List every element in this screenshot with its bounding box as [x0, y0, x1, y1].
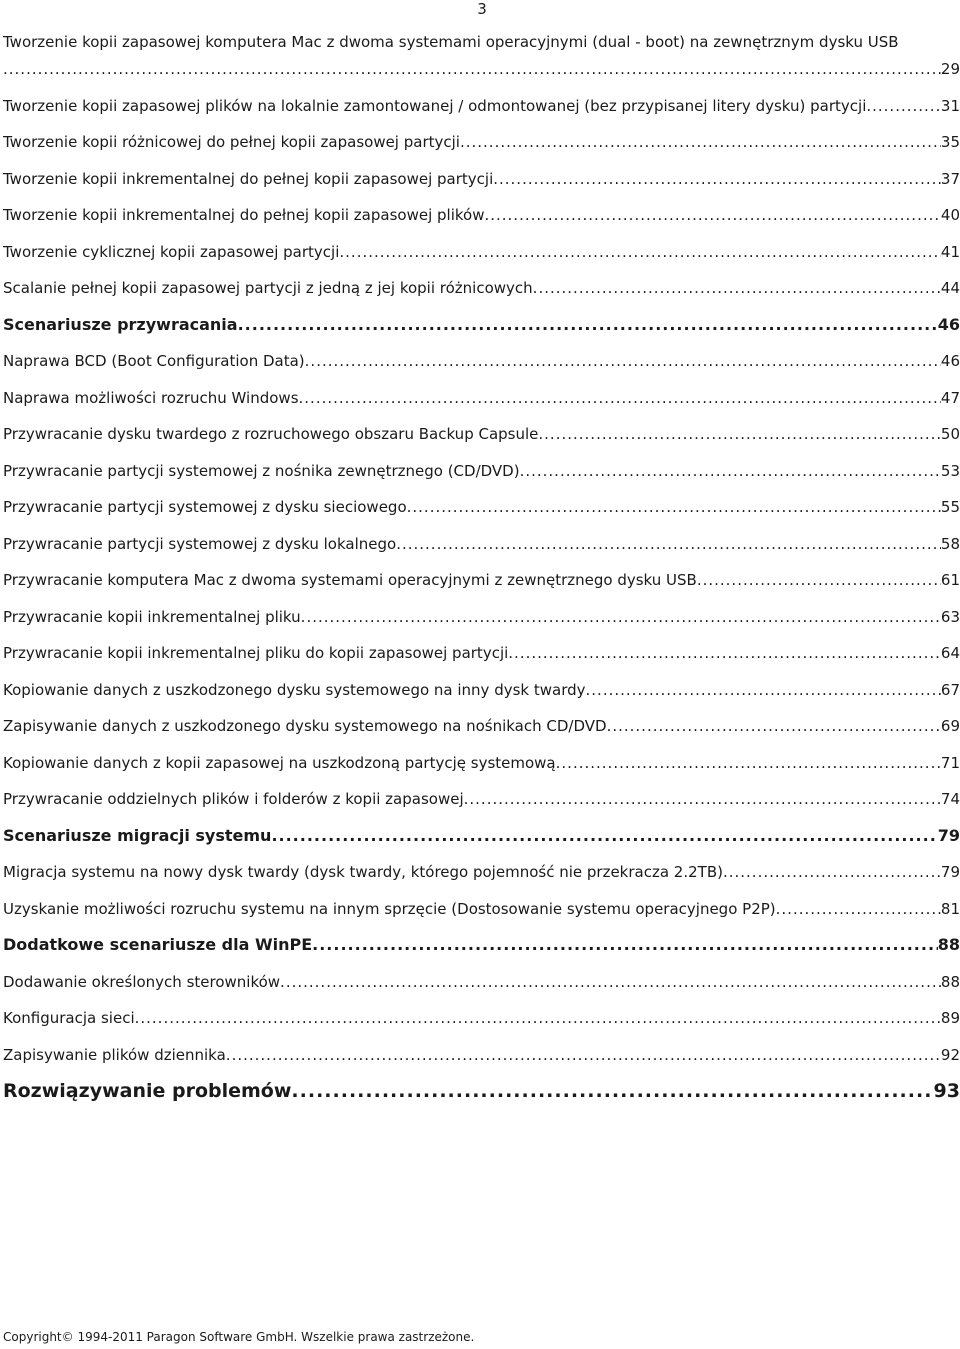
toc-leader-dots: [556, 754, 941, 772]
toc-section-heading[interactable]: [3, 816, 960, 853]
toc-leader-dots: [520, 462, 941, 480]
toc-entry[interactable]: [3, 159, 960, 196]
toc-entry[interactable]: [3, 86, 960, 123]
toc-entry[interactable]: [3, 415, 960, 452]
toc-entry-page: 29: [940, 60, 960, 78]
toc-entry-page: 35: [940, 133, 960, 151]
toc-leader-dots: [299, 389, 941, 407]
toc-entry-page: 37: [940, 169, 960, 188]
toc-entry[interactable]: [3, 999, 960, 1036]
table-of-contents: [3, 30, 960, 1110]
toc-entry-title: Przywracanie kopii inkrementalnej pliku: [3, 607, 301, 626]
toc-leader-dots: [776, 900, 941, 918]
toc-leader-dots: [866, 97, 941, 115]
toc-entry-title: Przywracanie partycji systemowej z nośnika zewnętrznego (CD/DVD): [3, 461, 520, 480]
copyright-footer: Copyright© 1994-2011 Paragon Software GmbH. Wszelkie prawa zastrzeżone.: [3, 1330, 475, 1344]
toc-entry-page: 58: [940, 534, 960, 553]
toc-leader-dots: [280, 973, 941, 991]
toc-entry-page: 69: [940, 717, 960, 735]
toc-entry[interactable]: [3, 342, 960, 379]
toc-leader-dots: [312, 935, 938, 954]
toc-entry-page: 93: [933, 1079, 960, 1102]
toc-leader-dots: [3, 60, 941, 78]
toc-entry[interactable]: [3, 524, 960, 561]
toc-entry-title: Zapisywanie plików dziennika: [3, 1045, 226, 1064]
toc-entry-page: 41: [940, 242, 960, 261]
toc-entry-page: 61: [940, 571, 960, 589]
toc-leader-dots: [301, 608, 941, 626]
toc-entry-title: Tworzenie kopii inkrementalnej do pełnej kopii zapasowej plików: [3, 206, 485, 224]
toc-leader-dots: [464, 790, 941, 808]
toc-entry-page: 50: [940, 425, 960, 443]
toc-entry-page: 79: [937, 825, 960, 845]
toc-entry[interactable]: [3, 634, 960, 671]
toc-entry[interactable]: [3, 269, 960, 306]
toc-entry-page: 74: [940, 790, 960, 808]
toc-leader-dots: [238, 315, 938, 334]
toc-entry-title: Tworzenie kopii zapasowej komputera Mac z dwoma systemami operacyjnymi (dual - boot) na zewnętrznym dysku USB: [3, 33, 899, 51]
toc-entry-title: Migracja systemu na nowy dysk twardy (dysk twardy, którego pojemność nie przekracza 2.2TB): [3, 863, 723, 881]
toc-entry-page: 55: [940, 498, 960, 516]
toc-entry-title: Tworzenie cyklicznej kopii zapasowej partycji: [3, 242, 340, 261]
toc-leader-dots: [305, 352, 941, 370]
toc-leader-dots: [538, 425, 941, 443]
toc-entry-title: Przywracanie dysku twardego z rozruchowego obszaru Backup Capsule: [3, 425, 539, 443]
toc-entry[interactable]: [3, 123, 960, 160]
toc-entry-title: Tworzenie kopii różnicowej do pełnej kopii zapasowej partycji: [3, 133, 460, 151]
toc-leader-dots: [226, 1046, 941, 1064]
toc-entry-title: Naprawa możliwości rozruchu Windows: [3, 388, 299, 407]
toc-entry-page: 89: [940, 1009, 960, 1027]
toc-entry-page: 88: [937, 935, 960, 954]
toc-leader-dots: [291, 1080, 933, 1102]
toc-entry-page: 71: [940, 753, 960, 772]
toc-entry-title: Dodatkowe scenariusze dla WinPE: [3, 935, 313, 954]
toc-leader-dots: [396, 535, 941, 553]
toc-entry-title: Kopiowanie danych z uszkodzonego dysku systemowego na inny dysk twardy: [3, 680, 586, 699]
toc-entry[interactable]: [3, 962, 960, 999]
toc-entry-title: Zapisywanie danych z uszkodzonego dysku systemowego na nośnikach CD/DVD: [3, 717, 607, 735]
toc-leader-dots: [723, 863, 941, 881]
toc-entry[interactable]: [3, 561, 960, 598]
toc-entry-page: 79: [940, 863, 960, 881]
toc-entry-page: 46: [937, 314, 960, 334]
toc-entry-title: Przywracanie komputera Mac z dwoma systemami operacyjnymi z zewnętrznego dysku USB: [3, 571, 697, 589]
toc-entry-title: Konfiguracja sieci: [3, 1009, 135, 1027]
toc-entry[interactable]: [3, 743, 960, 780]
toc-leader-dots: [493, 170, 941, 188]
toc-entry-title: Dodawanie określonych sterowników: [3, 972, 281, 991]
toc-entry-title: Naprawa BCD (Boot Configuration Data): [3, 352, 305, 370]
toc-entry-page: 63: [940, 607, 960, 626]
toc-entry-page: 88: [940, 972, 960, 991]
toc-entry-title: Przywracanie oddzielnych plików i folderów z kopii zapasowej: [3, 790, 464, 808]
toc-leader-dots: [586, 681, 941, 699]
toc-entry-page: 40: [940, 206, 960, 224]
toc-entry-title: Przywracanie kopii inkrementalnej pliku do kopii zapasowej partycji: [3, 644, 509, 662]
toc-entry-page: 67: [940, 680, 960, 699]
toc-chapter-heading[interactable]: [3, 1072, 960, 1110]
toc-entry-page: 64: [940, 644, 960, 662]
toc-entry[interactable]: [3, 889, 960, 926]
toc-entry-title: Uzyskanie możliwości rozruchu systemu na innym sprzęcie (Dostosowanie systemu operacyjnego P2P): [3, 899, 776, 918]
toc-entry-title: Przywracanie partycji systemowej z dysku lokalnego: [3, 534, 397, 553]
page-number: 3: [477, 0, 487, 18]
toc-entry-page: 81: [940, 899, 960, 918]
toc-leader-dots: [460, 133, 941, 151]
toc-entry[interactable]: [3, 853, 960, 890]
toc-leader-dots: [484, 206, 940, 224]
toc-entry[interactable]: [3, 707, 960, 744]
toc-leader-dots: [271, 826, 937, 845]
toc-entry-title: Rozwiązywanie problemów: [3, 1079, 292, 1102]
toc-section-heading[interactable]: [3, 305, 960, 342]
toc-entry-page: 92: [940, 1045, 960, 1064]
toc-entry-title: Tworzenie kopii zapasowej plików na lokalnie zamontowanej / odmontowanej (bez przypisanej litery dysku) partycji: [3, 96, 867, 115]
toc-leader-dots: [697, 571, 941, 589]
toc-leader-dots: [407, 498, 941, 516]
toc-entry-title: Tworzenie kopii inkrementalnej do pełnej kopii zapasowej partycji: [3, 169, 494, 188]
toc-entry[interactable]: [3, 30, 960, 86]
toc-entry-page: 53: [940, 461, 960, 480]
toc-entry-page: 46: [940, 352, 960, 370]
toc-entry[interactable]: [3, 232, 960, 269]
toc-entry-title: Scenariusze migracji systemu: [3, 825, 272, 845]
toc-entry[interactable]: [3, 451, 960, 488]
toc-entry-title: Kopiowanie danych z kopii zapasowej na uszkodzoną partycję systemową: [3, 753, 556, 772]
toc-entry-page: 47: [940, 388, 960, 407]
toc-leader-dots: [339, 243, 941, 261]
toc-entry-page: 44: [940, 279, 960, 297]
toc-leader-dots: [508, 644, 941, 662]
toc-entry[interactable]: [3, 780, 960, 817]
toc-entry[interactable]: [3, 196, 960, 233]
toc-section-heading[interactable]: [3, 926, 960, 963]
toc-leader-dots: [135, 1009, 941, 1027]
toc-entry-title: Scalanie pełnej kopii zapasowej partycji z jedną z jej kopii różnicowych: [3, 279, 533, 297]
toc-entry-title: Scenariusze przywracania: [3, 314, 238, 334]
toc-entry-page: 31: [940, 96, 960, 115]
toc-entry[interactable]: [3, 378, 960, 415]
toc-entry[interactable]: [3, 1035, 960, 1072]
toc-leader-dots: [607, 717, 941, 735]
toc-leader-dots: [533, 279, 941, 297]
toc-entry[interactable]: [3, 670, 960, 707]
toc-entry[interactable]: [3, 488, 960, 525]
toc-entry-title: Przywracanie partycji systemowej z dysku sieciowego: [3, 498, 407, 516]
toc-entry[interactable]: [3, 597, 960, 634]
